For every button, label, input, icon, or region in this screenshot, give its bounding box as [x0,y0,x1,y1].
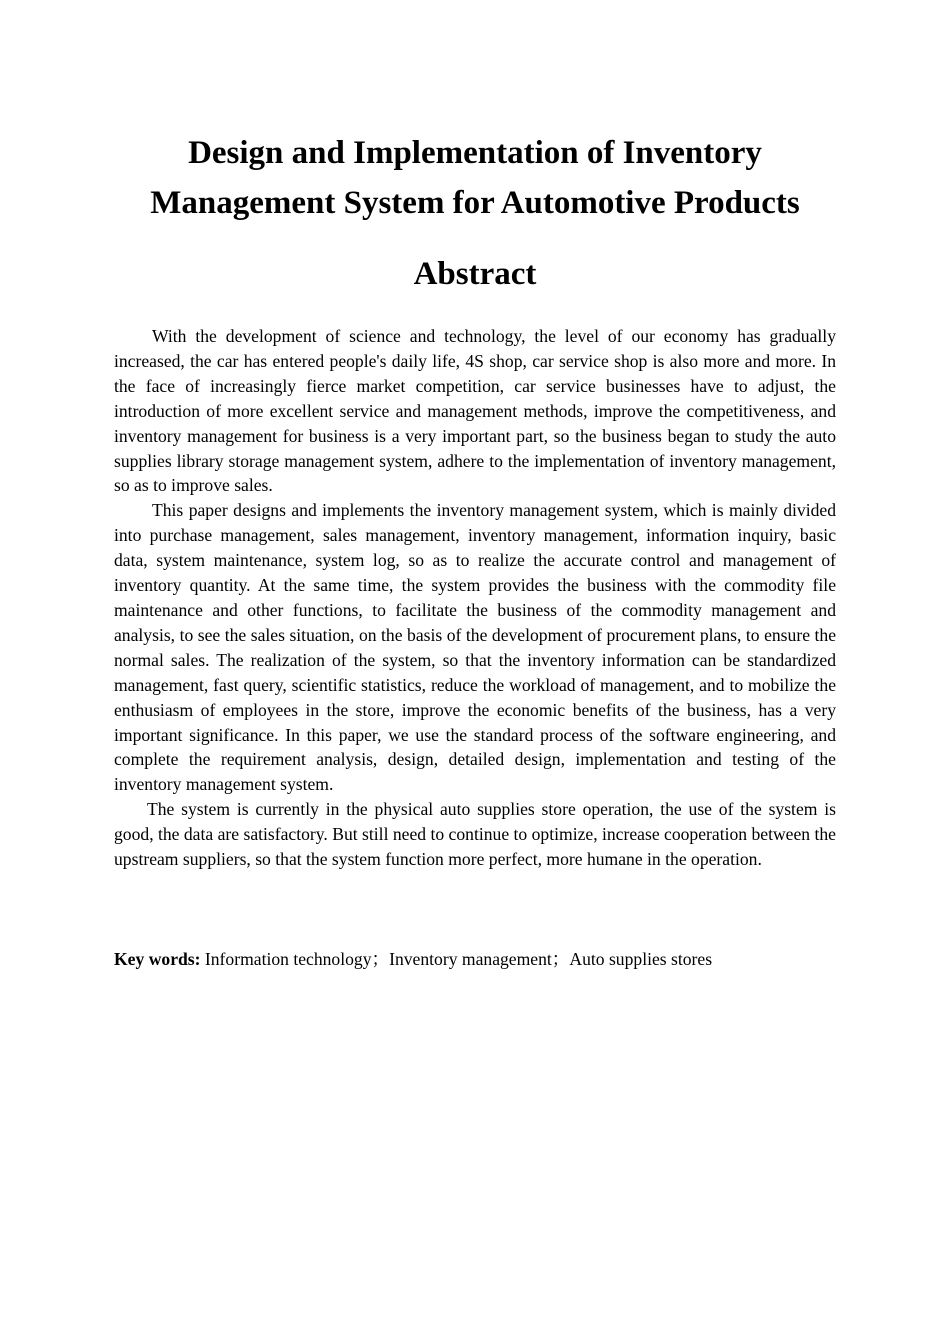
abstract-paragraph-3: The system is currently in the physical auto supplies store operation, the use of the system is good, the data are satisfactory. But still need to continue to optimize, increase cooperation between the upstream suppliers, so that the system function more perfect, more humane in the operation. [114,799,836,870]
abstract-body [114,324,836,872]
abstract-heading: Abstract [413,256,537,292]
abstract-paragraph-2: This paper designs and implements the inventory management system, which is mainly divided into purchase management, sales management, inventory management, information inquiry, basic data, system maintenance, system log, so as to realize the accurate control and management of inventory quantity. At the same time, the system provides the business with the commodity file maintenance and other functions, to facilitate the business of the commodity management and analysis, to see the sales situation, on the basis of the development of procurement plans, to ensure the normal sales. The realization of the system, so that the inventory information can be standardized management, fast query, scientific statistics, reduce the workload of management, and to mobilize the enthusiasm of employees in the store, improve the economic benefits of the business, has a very important significance. In this paper, we use the standard process of the software engineering, and complete the requirement analysis, design, detailed design, implementation and testing of the inventory management system. [114,500,836,795]
abstract-paragraph-1: With the development of science and technology, the level of our economy has gradually increased, the car has entered people's daily life, 4S shop, car service shop is also more and more. In the face of increasingly fierce market competition, car service businesses have to adjust, the introduction of more excellent service and management methods, improve the competitiveness, and inventory management for business is a very important part, so the business began to study the auto supplies library storage management system, adhere to the implementation of inventory management, so as to improve sales. [114,326,836,496]
keywords-list: Information technology；Inventory management；Auto supplies stores [200,949,713,969]
paper-title: Design and Implementation of Inventory Management System for Automotive Products [150,135,800,221]
keywords-line [114,947,836,972]
keywords-label: Key words: [114,949,201,969]
